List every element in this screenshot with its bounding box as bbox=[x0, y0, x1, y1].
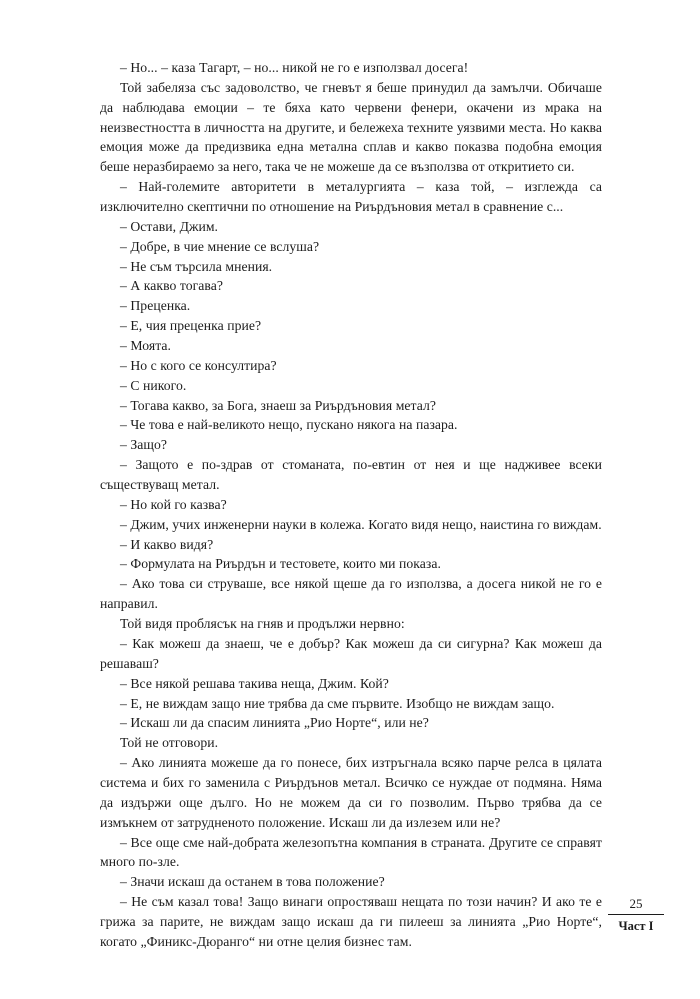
paragraph-4: – Остави, Джим. bbox=[120, 218, 219, 234]
paragraph-23: – Как можеш да знаеш, че е добър? Как можеш да си сигурна? Как можеш да решаваш? bbox=[100, 635, 602, 671]
paragraph-18: – Джим, учих инженерни науки в колежа. Когато видя нещо, наистина го виждам. bbox=[120, 516, 602, 532]
paragraph-27: Той не отговори. bbox=[120, 735, 219, 751]
paragraph-8: – Преценка. bbox=[120, 298, 191, 314]
paragraph-2: Той забеляза със задоволство, че гневът я беше принудил да замълчи. Обичаше да наблюдава емоции – те бяха като червени фенери, окачени из мрака на неизвестността в личността на другите, и бележеха техните уязвими места. Но каква емоция може да предизвика една метална сплав и какво показва подобна емоция беше неразбираемо за него, така че не можеше да се възползва от откритието си. bbox=[100, 79, 602, 175]
paragraph-5: – Добре, в чие мнение се вслуша? bbox=[120, 238, 320, 254]
paragraph-16: – Защото е по-здрав от стоманата, по-евтин от нея и ще надживее всеки съществуващ метал. bbox=[100, 457, 602, 493]
paragraph-28: – Ако линията можеше да го понесе, бих изтръгнала всяко парче релса в цялата система и бих го заменила с Риърдънов метал. Всичко се нуждае от подмяна. Няма да издържи още дълго. Но не можем да си го позволим. Първо трябва да се измъкнем от затрудненото положение. Искаш ли да излезем или не? bbox=[100, 755, 602, 830]
folio-divider bbox=[608, 914, 664, 915]
paragraph-31: – Не съм казал това! Защо винаги опростяваш нещата по този начин? И ако те е грижа за парите, не виждам защо искаш да ги пилееш за линията „Рио Норте“, когато „Финикс-Дюранго“ ни отне целия бизнес там. bbox=[100, 894, 602, 949]
paragraph-10: – Моята. bbox=[120, 338, 172, 354]
paragraph-12: – С никого. bbox=[120, 377, 187, 393]
paragraph-17: – Но кой го казва? bbox=[120, 496, 227, 512]
paragraph-30: – Значи искаш да останем в това положение? bbox=[120, 874, 385, 890]
paragraph-7: – А какво тогава? bbox=[120, 278, 223, 294]
paragraph-25: – Е, не виждам защо ние трябва да сме първите. Изобщо не виждам защо. bbox=[120, 695, 555, 711]
paragraph-15: – Защо? bbox=[120, 437, 168, 453]
paragraph-20: – Формулата на Риърдън и тестовете, които ми показа. bbox=[120, 556, 441, 572]
paragraph-19: – И какво видя? bbox=[120, 536, 214, 552]
body-text bbox=[100, 58, 602, 952]
page-folio bbox=[608, 896, 664, 934]
paragraph-1: – Но... – каза Тагарт, – но... никой не го е използвал досега! bbox=[120, 60, 469, 75]
paragraph-24: – Все някой решава такива неща, Джим. Кой? bbox=[120, 675, 389, 691]
paragraph-11: – Но с кого се консултира? bbox=[120, 357, 277, 373]
paragraph-21: – Ако това си струваше, все някой щеше да го използва, а досега никой не го е направил. bbox=[100, 576, 602, 612]
part-label: Част I bbox=[618, 919, 654, 933]
paragraph-14: – Че това е най-великото нещо, пускано някога на пазара. bbox=[120, 417, 458, 433]
paragraph-9: – Е, чия преценка прие? bbox=[120, 318, 262, 334]
paragraph-22: Той видя проблясък на гняв и продължи нервно: bbox=[120, 616, 405, 632]
paragraph-13: – Тогава какво, за Бога, знаеш за Риърдъновия метал? bbox=[120, 397, 437, 413]
paragraph-6: – Не съм търсила мнения. bbox=[120, 258, 273, 274]
paragraph-29: – Все още сме най-добрата железопътна компания в страната. Другите се справят много по-зле. bbox=[100, 834, 602, 870]
paragraph-3: – Най-големите авторитети в металургията – каза той, – изглежда са изключително скептични по отношение на Риърдъновия метал в сравнение с... bbox=[100, 179, 602, 215]
paragraph-26: – Искаш ли да спасим линията „Рио Норте“, или не? bbox=[120, 715, 429, 731]
page-number: 25 bbox=[629, 896, 643, 911]
